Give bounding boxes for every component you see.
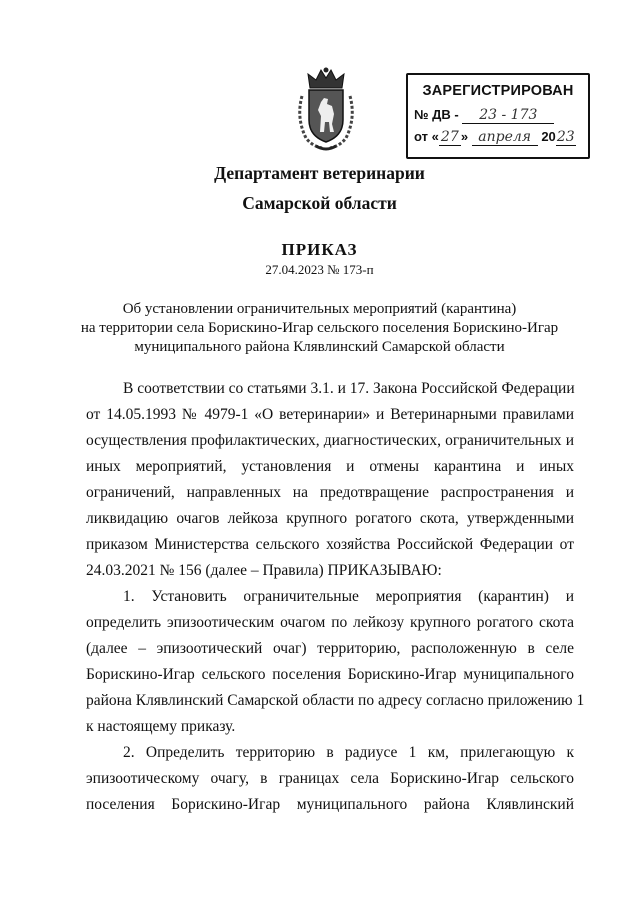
body-line: определить эпизоотическим очагом по лейкозу крупного рогатого скота <box>86 614 574 631</box>
body-line: района Клявлинский Самарской области по адресу согласно приложению 1 <box>86 692 585 709</box>
stamp-title: ЗАРЕГИСТРИРОВАН <box>422 83 574 99</box>
stamp-number-value: 23 - 173 <box>462 107 554 124</box>
body-line: ограничений, направленных на предотвращение распространения и <box>86 484 574 501</box>
body-line: (далее – эпизоотический очаг) территорию, расположенную в селе <box>86 640 574 657</box>
stamp-date-year-prefix: 20 <box>541 129 556 144</box>
subject-line: муниципального района Клявлинский Самарской области <box>134 339 505 355</box>
subject-line: Об установлении ограничительных мероприятий (карантина) <box>122 301 517 317</box>
body-line: осуществления профилактических, диагностических, ограничительных и <box>86 432 574 449</box>
body-line: Борискино-Игар сельского поселения Борискино-Игар муниципального <box>86 666 574 683</box>
body-line: 2. Определить территорию в радиусе 1 км, прилегающую к <box>123 744 574 761</box>
body-line: ликвидацию очагов лейкоза крупного рогатого скота, утвержденными <box>86 510 574 527</box>
body-line: В соответствии со статьями 3.1. и 17. Закона Российской Федерации <box>123 380 575 397</box>
body-line: 1. Установить ограничительные мероприятия (карантин) и <box>123 588 574 605</box>
body-line: к настоящему приказу. <box>86 718 236 735</box>
department-name-line1: Департамент ветеринарии <box>214 163 425 183</box>
stamp-date-line <box>414 129 576 146</box>
body-line: приказом Министерства сельского хозяйства Российской Федерации от <box>86 536 574 553</box>
stamp-date-year-suffix: 23 <box>556 129 575 145</box>
stamp-number-line <box>414 107 554 124</box>
coat-of-arms-emblem <box>294 66 358 154</box>
body-line: 24.03.2021 № 156 (далее – Правила) ПРИКАЗЫВАЮ: <box>86 562 442 579</box>
stamp-number-label: № ДВ - <box>414 107 459 122</box>
order-title: ПРИКАЗ <box>281 240 358 259</box>
stamp-date-mid: » <box>460 129 469 144</box>
registration-stamp <box>406 73 590 159</box>
stamp-date-prefix: от « <box>414 129 439 144</box>
body-line: эпизоотическому очагу, в границах села Борискино-Игар сельского <box>86 770 574 787</box>
body-line: от 14.05.1993 № 4979-1 «О ветеринарии» и Ветеринарными правилами <box>86 406 574 423</box>
body-line: поселения Борискино-Игар муниципального района Клявлинский <box>86 796 574 813</box>
subject-line: на территории села Борискино-Игар сельского поселения Борискино-Игар <box>80 320 559 336</box>
department-name-line2: Самарской области <box>242 193 397 213</box>
body-line: иных мероприятий, установления и отмены карантина и иных <box>86 458 574 475</box>
stamp-date-month: апреля <box>472 129 538 146</box>
stamp-date-day: 27 <box>439 129 461 146</box>
order-date-number: 27.04.2023 № 173-п <box>265 262 374 277</box>
